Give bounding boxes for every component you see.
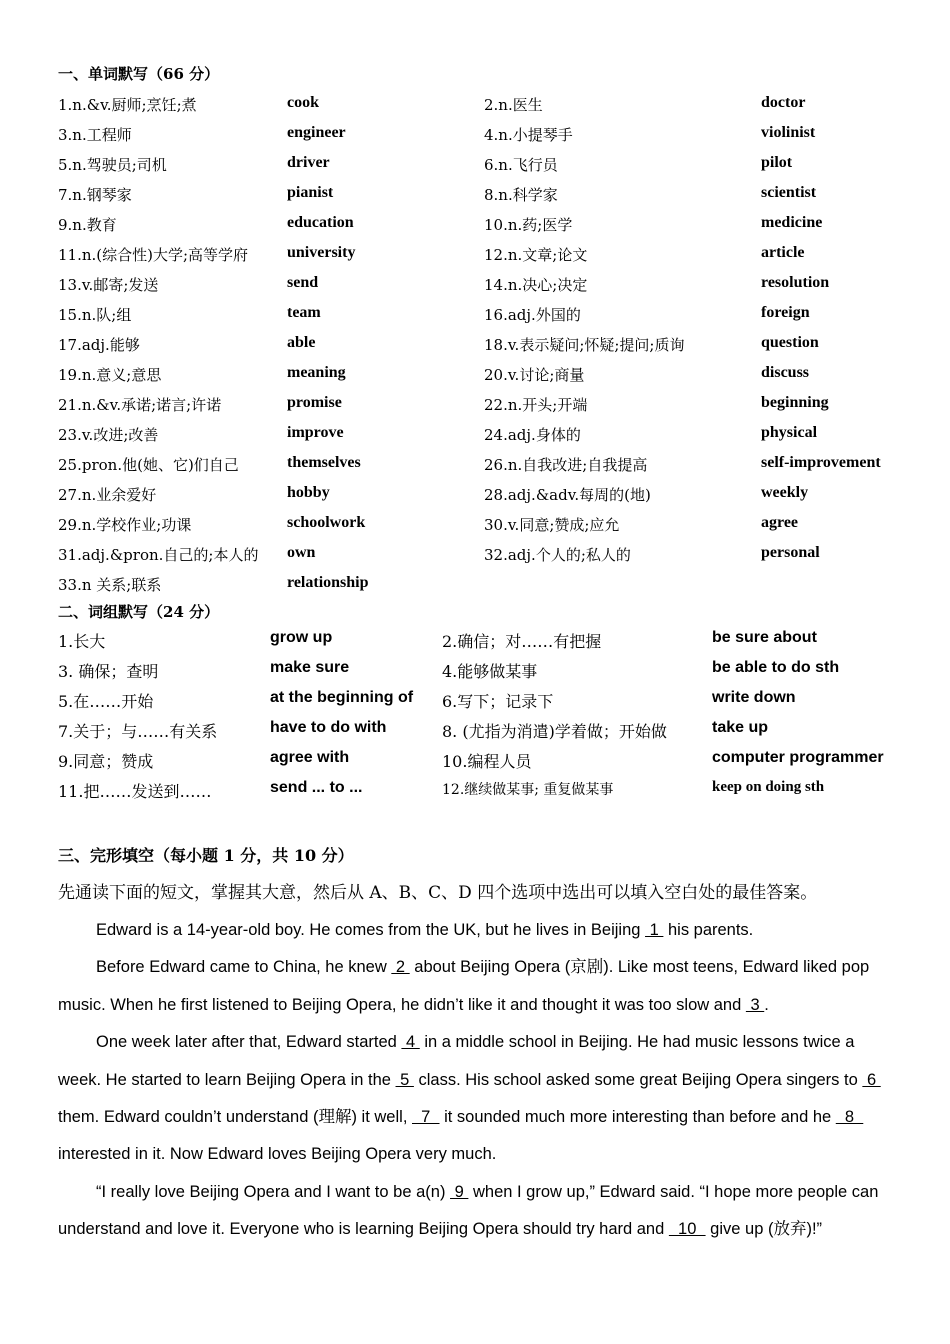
vocab-prompt: 21.n.&v.承诺;诺言;许诺 [58,396,222,414]
vocab-answer: pianist [287,184,334,201]
vocab-prompt: 17.adj.能够 [58,336,140,354]
passage-paragraph [58,912,894,949]
vocab-row [58,510,938,540]
vocab-prompt: 11.n.(综合性)大学;高等学府 [58,246,249,264]
vocab-row [58,150,938,180]
vocab-answer: foreign [761,304,810,321]
phrase-prompt: 10.编程人员 [442,752,532,771]
vocab-answer: personal [761,544,820,561]
vocab-prompt: 29.n.学校作业;功课 [58,516,192,534]
phrase-row [58,716,938,746]
vocab-row [58,120,938,150]
vocab-prompt: 1.n.&v.厨师;烹饪;煮 [58,96,197,114]
vocab-answer: beginning [761,394,829,411]
blank-4[interactable]: 4 [401,1033,420,1052]
vocab-answer: hobby [287,484,330,501]
phrase-prompt: 6.写下；记录下 [442,692,554,711]
blank-7[interactable]: 7 [412,1108,440,1127]
vocab-answer: agree [761,514,799,531]
vocab-prompt: 32.adj.个人的;私人的 [484,546,631,564]
phrase-answer: at the beginning of [270,689,414,706]
vocab-row [58,330,938,360]
passage-text: it sounded much more interesting than before and he [439,1108,836,1127]
vocab-prompt: 14.n.决心;决定 [484,276,588,294]
phrase-row [58,776,938,806]
vocab-prompt: 5.n.驾驶员;司机 [58,156,167,174]
vocab-row [58,480,938,510]
vocab-prompt: 18.v.表示疑问;怀疑;提问;质询 [484,336,685,354]
vocab-answer: medicine [761,214,823,231]
phrase-prompt: 11.把……发送到…… [58,782,212,801]
vocab-prompt: 6.n.飞行员 [484,156,558,174]
vocab-prompt: 23.v.改进;改善 [58,426,159,444]
vocab-table [58,90,938,600]
vocab-row [58,540,938,570]
passage-text: in a middle school in Beijing. He had music lessons twice a week. He started to learn Beijing Opera in the [58,1033,855,1089]
vocab-prompt: 22.n.开头;开端 [484,396,588,414]
vocab-answer: improve [287,424,344,441]
vocab-prompt: 26.n.自我改进;自我提高 [484,456,648,474]
vocab-prompt: 10.n.药;医学 [484,216,573,234]
phrase-answer: agree with [270,749,350,766]
vocab-answer: promise [287,394,342,411]
blank-9[interactable]: 9 [450,1182,469,1201]
phrase-prompt: 3. 确保；查明 [58,662,159,681]
vocab-answer: own [287,544,316,561]
vocab-prompt: 13.v.邮寄;发送 [58,276,159,294]
passage-text: about Beijing Opera (京剧). Like most teens, Edward liked pop music. When he first listened to Beijing Opera, he didn’t like it and thought it was too slow and [58,958,870,1014]
vocab-answer: relationship [287,574,369,591]
phrase-prompt: 12.继续做某事; 重复做某事 [442,782,614,798]
phrase-prompt: 5.在……开始 [58,692,154,711]
passage-text: give up (放弃)!” [705,1220,823,1239]
vocab-prompt: 27.n.业余爱好 [58,486,157,504]
phrase-row [58,686,938,716]
vocab-prompt: 33.n 关系;联系 [58,576,162,594]
phrase-prompt: 8. (尤指为消遣)学着做；开始做 [442,722,667,741]
vocab-answer: self-improvement [761,454,881,471]
phrase-answer: write down [712,689,796,706]
vocab-answer: scientist [761,184,817,201]
vocab-answer: university [287,244,356,261]
blank-5[interactable]: 5 [395,1070,414,1089]
vocab-answer: article [761,244,805,261]
phrase-answer: be sure about [712,629,817,646]
vocab-answer: meaning [287,364,346,381]
phrase-row [58,656,938,686]
passage-text: Edward is a 14-year-old boy. He comes from the UK, but he lives in Beijing [96,921,646,939]
vocab-answer: cook [287,94,319,111]
vocab-row [58,240,938,270]
passage-text: them. Edward couldn’t understand (理解) it well, [58,1108,412,1127]
vocab-prompt: 9.n.教育 [58,216,117,234]
vocab-prompt: 8.n.科学家 [484,186,558,204]
vocab-answer: engineer [287,124,346,141]
vocab-prompt: 7.n.钢琴家 [58,186,132,204]
phrase-answer: send ... to ... [270,779,363,796]
vocab-prompt: 30.v.同意;赞成;应允 [484,516,620,534]
passage-text: class. His school asked some great Beijing Opera singers to [413,1070,863,1089]
vocab-prompt: 3.n.工程师 [58,126,132,144]
vocab-prompt: 2.n.医生 [484,96,543,114]
blank-10[interactable]: 10 [668,1220,706,1239]
vocab-prompt: 15.n.队;组 [58,306,132,324]
phrase-prompt: 4.能够做某事 [442,662,538,681]
vocab-answer: schoolwork [287,514,366,531]
vocab-answer: weekly [761,484,809,501]
phrase-answer: have to do with [270,719,387,736]
vocab-answer: pilot [761,154,793,171]
vocab-prompt: 19.n.意义;意思 [58,366,162,384]
phrase-row [58,746,938,776]
vocab-prompt: 24.adj.身体的 [484,426,581,444]
phrase-answer: grow up [270,629,333,646]
vocab-answer: resolution [761,274,830,291]
phrase-prompt: 2.确信；对……有把握 [442,632,602,651]
phrase-answer: keep on doing sth [712,779,825,795]
vocab-prompt: 4.n.小提琴手 [484,126,573,144]
vocab-prompt: 31.adj.&pron.自己的;本人的 [58,546,259,564]
phrase-prompt: 1.长大 [58,632,106,651]
phrase-answer: make sure [270,659,350,676]
vocab-prompt: 12.n.文章;论文 [484,246,588,264]
blank-3[interactable]: 3 [745,995,765,1014]
cloze-instruction: 先通读下面的短文，掌握其大意，然后从 A、B、C、D 四个选项中选出可以填入空白处的最佳答案。 [58,883,818,903]
vocab-answer: send [287,274,319,291]
phrase-answer: be able to do sth [712,659,840,676]
vocab-row [58,180,938,210]
phrase-answer: computer programmer [712,749,884,766]
passage-text: “I really love Beijing Opera and I want to be a(n) [96,1182,451,1201]
passage-text: . [764,995,769,1014]
vocab-row [58,450,938,480]
passage-paragraph [58,949,894,1024]
vocab-row [58,90,938,120]
vocab-row [58,420,938,450]
vocab-answer: violinist [761,124,816,141]
blank-2[interactable]: 2 [391,958,410,977]
section1-title: 一、单词默写（66 分） [58,65,220,83]
vocab-prompt: 28.adj.&adv.每周的(地) [484,486,651,504]
passage-text: interested in it. Now Edward loves Beijing Opera very much. [58,1145,497,1164]
vocab-answer: discuss [761,364,810,381]
passage-paragraph [58,1024,894,1174]
vocab-answer: themselves [287,454,361,471]
blank-1[interactable]: 1 [645,921,664,939]
vocab-row [58,210,938,240]
phrase-row [58,626,938,656]
vocab-answer: education [287,214,354,231]
cloze-passage [58,912,894,1249]
vocab-answer: doctor [761,94,806,111]
vocab-answer: driver [287,154,330,171]
vocab-prompt: 20.v.讨论;商量 [484,366,585,384]
phrase-prompt: 9.同意；赞成 [58,752,154,771]
vocab-prompt: 16.adj.外国的 [484,306,581,324]
phrase-answer: take up [712,719,769,736]
vocab-row [58,360,938,390]
vocab-row [58,390,938,420]
vocab-answer: question [761,334,819,351]
section2-title: 二、词组默写（24 分） [58,603,220,621]
vocab-row [58,270,938,300]
passage-text: Before Edward came to China, he knew [96,958,392,977]
vocab-prompt: 25.pron.他(她、它)们自己 [58,456,239,474]
passage-paragraph [58,1174,894,1249]
passage-text: One week later after that, Edward started [96,1033,402,1052]
vocab-row [58,300,938,330]
vocab-answer: team [287,304,321,321]
section3-title: 三、完形填空（每小题 1 分，共 10 分） [58,846,354,865]
phrase-prompt: 7.关于；与……有关系 [58,722,218,741]
vocab-answer: physical [761,424,818,441]
blank-6[interactable]: 6 [862,1070,881,1089]
passage-text: his parents. [663,921,754,939]
vocab-answer: able [287,334,316,351]
vocab-row [58,570,938,600]
blank-8[interactable]: 8 [835,1108,864,1127]
passage-text: when I grow up,” Edward said. “I hope more people can understand and love it. Everyone who is learning Beijing Opera should try hard and [58,1182,879,1239]
phrase-table [58,626,938,806]
